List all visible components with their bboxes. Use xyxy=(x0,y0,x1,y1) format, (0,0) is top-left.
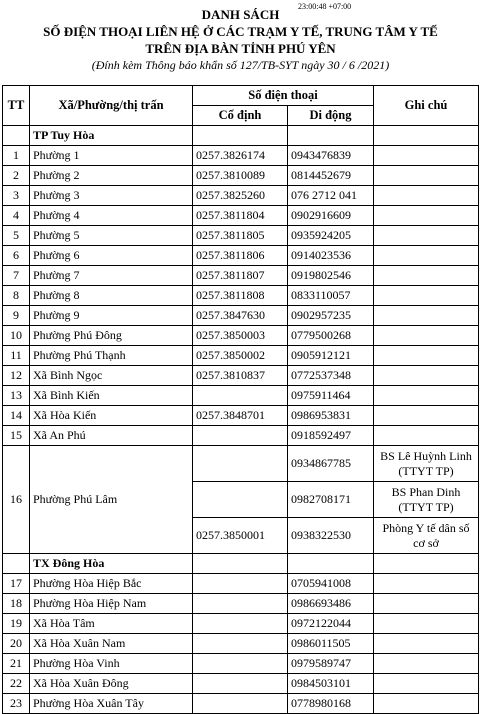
row-mobile-phone: 0902916609 xyxy=(288,206,374,226)
row-fixed-phone: 0257.3825260 xyxy=(193,186,288,206)
row-note: BS Phan Dinh (TTYT TP) xyxy=(374,482,479,518)
table-row xyxy=(3,406,479,426)
row-number: 5 xyxy=(3,226,30,246)
row-name: Phường 4 xyxy=(30,206,193,226)
table-row xyxy=(3,386,479,406)
row-fixed-phone: 0257.3848701 xyxy=(193,406,288,426)
row-mobile-phone xyxy=(288,554,374,574)
row-note xyxy=(374,426,479,446)
row-fixed-phone: 0257.3850002 xyxy=(193,346,288,366)
row-mobile-phone: 076 2712 041 xyxy=(288,186,374,206)
row-note xyxy=(374,694,479,714)
row-name: Phường 3 xyxy=(30,186,193,206)
row-mobile-phone: 0772537348 xyxy=(288,366,374,386)
row-number: 13 xyxy=(3,386,30,406)
row-mobile-phone: 0972122044 xyxy=(288,614,374,634)
row-mobile-phone: 0918592497 xyxy=(288,426,374,446)
row-note xyxy=(374,146,479,166)
row-number: 1 xyxy=(3,146,30,166)
row-mobile-phone: 0705941008 xyxy=(288,574,374,594)
table-row xyxy=(3,306,479,326)
row-name: Phường Hòa Hiệp Bắc xyxy=(30,574,193,594)
row-fixed-phone xyxy=(193,634,288,654)
row-note xyxy=(374,554,479,574)
section-row xyxy=(3,554,479,574)
table-row xyxy=(3,594,479,614)
phone-table xyxy=(2,85,479,714)
row-number: 20 xyxy=(3,634,30,654)
row-fixed-phone: 0257.3811805 xyxy=(193,226,288,246)
row-fixed-phone: 0257.3811808 xyxy=(193,286,288,306)
row-number: 7 xyxy=(3,266,30,286)
row-name: Phường 5 xyxy=(30,226,193,246)
row-number: 12 xyxy=(3,366,30,386)
doc-title: DANH SÁCH xyxy=(201,7,280,22)
table-row xyxy=(3,654,479,674)
row-mobile-phone: 0779500268 xyxy=(288,326,374,346)
row-number: 17 xyxy=(3,574,30,594)
row-mobile-phone: 0975911464 xyxy=(288,386,374,406)
doc-title-line3: TRÊN ĐỊA BÀN TỈNH PHÚ YÊN xyxy=(145,41,336,56)
row-note xyxy=(374,206,479,226)
row-fixed-phone: 0257.3847630 xyxy=(193,306,288,326)
row-note xyxy=(374,614,479,634)
row-name: Xã Hòa Xuân Đông xyxy=(30,674,193,694)
row-fixed-phone xyxy=(193,594,288,614)
row-mobile-phone: 0943476839 xyxy=(288,146,374,166)
row-name: Phường Hòa Vinh xyxy=(30,654,193,674)
row-mobile-phone: 0814452679 xyxy=(288,166,374,186)
row-number: 22 xyxy=(3,674,30,694)
row-mobile-phone: 0905912121 xyxy=(288,346,374,366)
doc-subtitle: (Đính kèm Thông báo khẩn số 127/TB-SYT ngày 30 / 6 /2021) xyxy=(91,58,390,72)
row-note xyxy=(374,186,479,206)
row-note: Phòng Y tế dân số cơ sở xyxy=(374,518,479,554)
row-mobile-phone: 0986953831 xyxy=(288,406,374,426)
table-row xyxy=(3,166,479,186)
table-row xyxy=(3,614,479,634)
header-tt: TT xyxy=(3,86,30,126)
row-number: 15 xyxy=(3,426,30,446)
row-name: Phường 7 xyxy=(30,266,193,286)
row-mobile-phone: 0979589747 xyxy=(288,654,374,674)
row-number: 8 xyxy=(3,286,30,306)
row-name: Phường Phú Lâm xyxy=(30,446,193,554)
row-name: Xã Hòa Xuân Nam xyxy=(30,634,193,654)
row-note xyxy=(374,366,479,386)
row-fixed-phone xyxy=(193,554,288,574)
header-fixed: Cố định xyxy=(193,106,288,126)
row-mobile-phone: 0833110057 xyxy=(288,286,374,306)
row-mobile-phone: 0984503101 xyxy=(288,674,374,694)
row-note xyxy=(374,594,479,614)
row-note xyxy=(374,674,479,694)
section-title: TX Đông Hòa xyxy=(30,554,193,574)
row-note xyxy=(374,406,479,426)
row-mobile-phone: 0935924205 xyxy=(288,226,374,246)
row-note: BS Lê Huỳnh Linh (TTYT TP) xyxy=(374,446,479,482)
row-name: Xã Bình Kiến xyxy=(30,386,193,406)
row-number: 11 xyxy=(3,346,30,366)
table-row xyxy=(3,186,479,206)
table-row xyxy=(3,206,479,226)
header-note: Ghi chú xyxy=(374,86,479,126)
row-fixed-phone xyxy=(193,426,288,446)
header-phone: Số điện thoại xyxy=(193,86,374,106)
row-note xyxy=(374,226,479,246)
row-name: Xã Bình Ngọc xyxy=(30,366,193,386)
row-fixed-phone: 0257.3811804 xyxy=(193,206,288,226)
row-fixed-phone xyxy=(193,694,288,714)
row-name: Phường Hòa Hiệp Nam xyxy=(30,594,193,614)
row-number: 21 xyxy=(3,654,30,674)
row-number: 6 xyxy=(3,246,30,266)
row-fixed-phone xyxy=(193,674,288,694)
row-number: 14 xyxy=(3,406,30,426)
row-note xyxy=(374,286,479,306)
row-note xyxy=(374,574,479,594)
row-fixed-phone: 0257.3850001 xyxy=(193,518,288,554)
doc-title-line2: SỐ ĐIỆN THOẠI LIÊN HỆ Ở CÁC TRẠM Y TẾ, TRUNG TÂM Y TẾ xyxy=(43,24,438,39)
row-fixed-phone: 0257.3811806 xyxy=(193,246,288,266)
table-row xyxy=(3,634,479,654)
row-number: 16 xyxy=(3,446,30,554)
timestamp: 23:00:48 +07:00 xyxy=(298,2,352,11)
row-note xyxy=(374,266,479,286)
row-note xyxy=(374,386,479,406)
row-note xyxy=(374,246,479,266)
row-fixed-phone: 0257.3850003 xyxy=(193,326,288,346)
row-mobile-phone: 0986011505 xyxy=(288,634,374,654)
row-fixed-phone xyxy=(193,654,288,674)
table-row xyxy=(3,266,479,286)
row-fixed-phone: 0257.3811807 xyxy=(193,266,288,286)
row-number: 18 xyxy=(3,594,30,614)
row-fixed-phone xyxy=(193,614,288,634)
row-number: 19 xyxy=(3,614,30,634)
table-row xyxy=(3,426,479,446)
row-name: Xã Hòa Tâm xyxy=(30,614,193,634)
row-note xyxy=(374,634,479,654)
row-fixed-phone xyxy=(193,386,288,406)
table-row xyxy=(3,326,479,346)
table-row xyxy=(3,446,479,482)
row-name: Phường 8 xyxy=(30,286,193,306)
header-name: Xã/Phường/thị trấn xyxy=(30,86,193,126)
row-number: 9 xyxy=(3,306,30,326)
row-mobile-phone: 0938322530 xyxy=(288,518,374,554)
row-number xyxy=(3,554,30,574)
row-mobile-phone: 0914023536 xyxy=(288,246,374,266)
row-fixed-phone xyxy=(193,574,288,594)
row-mobile-phone: 0778980168 xyxy=(288,694,374,714)
row-name: Phường 9 xyxy=(30,306,193,326)
row-name: Phường Phú Đông xyxy=(30,326,193,346)
row-name: Phường 1 xyxy=(30,146,193,166)
row-name: Phường Phú Thạnh xyxy=(30,346,193,366)
row-note xyxy=(374,326,479,346)
row-mobile-phone: 0902957235 xyxy=(288,306,374,326)
row-fixed-phone xyxy=(193,446,288,482)
table-row xyxy=(3,146,479,166)
row-mobile-phone: 0934867785 xyxy=(288,446,374,482)
table-row xyxy=(3,286,479,306)
row-name: Phường 2 xyxy=(30,166,193,186)
row-name: Xã Hòa Kiến xyxy=(30,406,193,426)
row-note xyxy=(374,346,479,366)
row-mobile-phone: 0982708171 xyxy=(288,482,374,518)
row-number: 10 xyxy=(3,326,30,346)
row-number: 23 xyxy=(3,694,30,714)
row-number: 3 xyxy=(3,186,30,206)
table-row xyxy=(3,366,479,386)
row-note xyxy=(374,166,479,186)
row-name: Phường Hòa Xuân Tây xyxy=(30,694,193,714)
row-mobile-phone: 0986693486 xyxy=(288,594,374,614)
table-row xyxy=(3,246,479,266)
row-fixed-phone: 0257.3826174 xyxy=(193,146,288,166)
row-fixed-phone xyxy=(193,482,288,518)
row-fixed-phone: 0257.3810837 xyxy=(193,366,288,386)
row-number: 4 xyxy=(3,206,30,226)
section-row xyxy=(3,126,479,146)
section-title: TP Tuy Hòa xyxy=(30,126,193,146)
table-row xyxy=(3,694,479,714)
row-fixed-phone: 0257.3810089 xyxy=(193,166,288,186)
row-number: 2 xyxy=(3,166,30,186)
row-note xyxy=(374,654,479,674)
row-mobile-phone: 0919802546 xyxy=(288,266,374,286)
row-note xyxy=(374,306,479,326)
table-row xyxy=(3,226,479,246)
table-row xyxy=(3,674,479,694)
row-name: Xã An Phú xyxy=(30,426,193,446)
row-name: Phường 6 xyxy=(30,246,193,266)
table-row xyxy=(3,346,479,366)
table-row xyxy=(3,574,479,594)
header-mobile: Di động xyxy=(288,106,374,126)
